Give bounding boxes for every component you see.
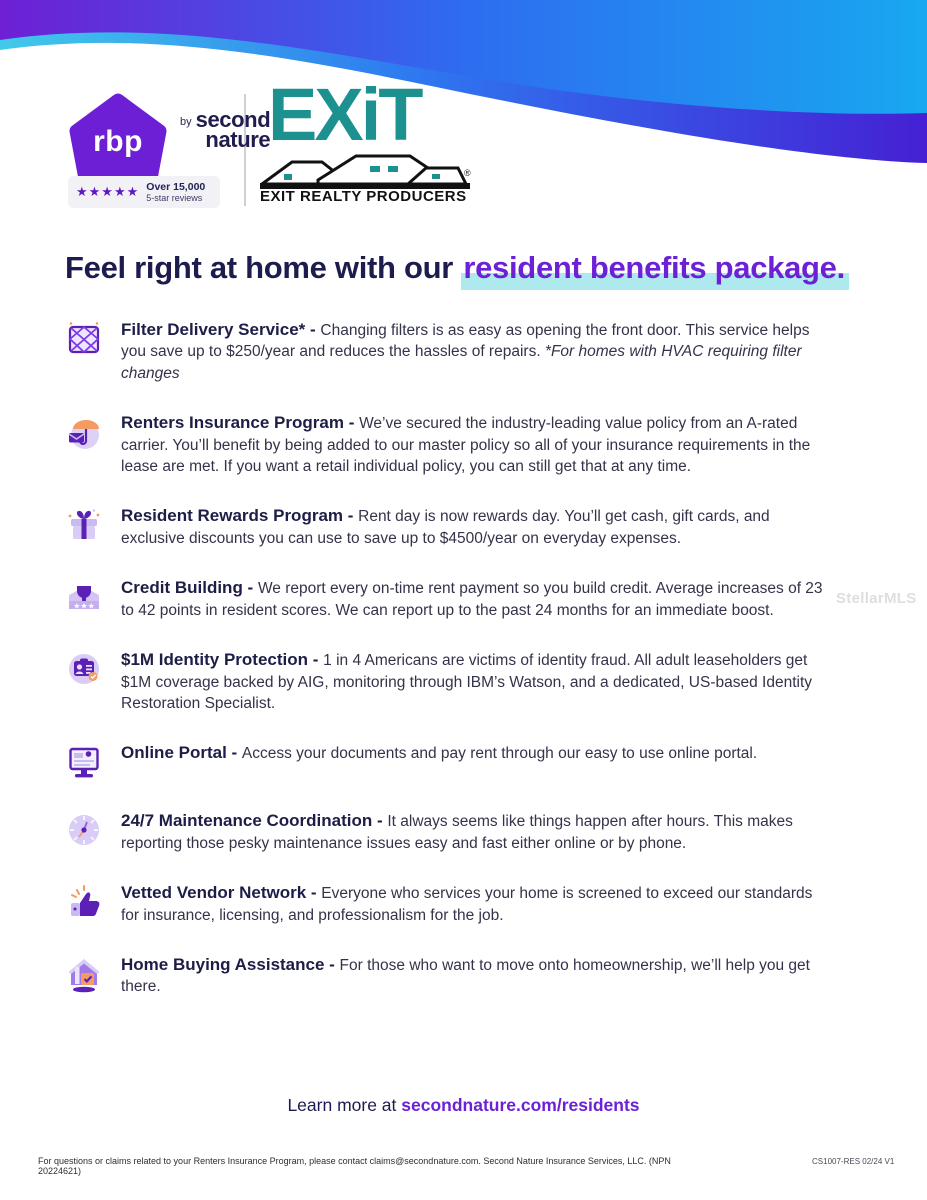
benefit-text (121, 953, 824, 998)
page-title (65, 250, 875, 286)
benefit-title: Online Portal - (121, 743, 242, 763)
cta-line (0, 1095, 927, 1116)
benefit-note: *For homes with HVAC requiring filter changes (121, 343, 802, 382)
benefit-title: Vetted Vendor Network - (121, 883, 322, 903)
exit-logo-text: EXiT (268, 73, 421, 156)
benefit-title: Credit Building - (121, 578, 258, 598)
umbrella-icon (64, 412, 104, 452)
benefit-item (64, 741, 824, 782)
exit-houses-graphic (260, 150, 470, 192)
benefit-title: Resident Rewards Program - (121, 506, 359, 526)
benefit-item (64, 881, 824, 926)
benefit-text (121, 576, 824, 621)
headline-prefix: Feel right at home with our (65, 250, 462, 285)
headline-highlight: resident benefits package. (461, 250, 849, 290)
cta-prefix: Learn more at (287, 1095, 402, 1115)
house-check-icon (64, 954, 104, 994)
svg-text:★★★: ★★★ (73, 601, 95, 611)
exit-realty-logo (260, 73, 475, 212)
benefit-item (64, 953, 824, 998)
benefit-title: Renters Insurance Program - (121, 413, 360, 433)
benefit-description: We’ve secured the industry-leading value policy from an A-rated carrier. You’ll benefit by being added to our master policy so all of your insurance requirements in the lease are met. If you want a retail individual policy, you can still get that at any time. (121, 415, 811, 476)
watermark: StellarMLS (836, 590, 917, 607)
benefit-description: It always seems like things happen after hours. This makes reporting those pesky maintenance issues easy and fast either online or by phone. (121, 813, 793, 852)
benefit-text (121, 741, 757, 764)
brand-line1: second (195, 107, 271, 132)
reviews-caption: 5-star reviews (146, 193, 203, 204)
reviews-badge (68, 176, 220, 208)
benefit-description: Everyone who services your home is screened to exceed our standards for insurance, licensing, and professionalism for the job. (121, 885, 813, 924)
benefit-item (64, 504, 824, 549)
benefit-description: For those who want to move onto homeownership, we’ll help you get there. (121, 956, 810, 996)
benefit-title: Home Buying Assistance - (121, 954, 340, 974)
benefit-title: 24/7 Maintenance Coordination - (121, 811, 388, 831)
brand-line2: nature (205, 127, 271, 153)
benefit-text (121, 648, 824, 714)
benefit-description: 1 in 4 Americans are victims of identity fraud. All adult leaseholders get $1M coverage backed by AIG, monitoring through IBM’s Watson, and a dedicated, US-based Identity Restoration Specialist. (121, 652, 812, 712)
benefit-text (121, 318, 824, 384)
footer-disclaimer: For questions or claims related to your Renters Insurance Program, please contact claims@secondnature.com. Second Nature Insurance Services, LLC. (NPN 20224621) (38, 1156, 671, 1176)
benefit-item (64, 648, 824, 714)
trophy-icon (64, 577, 104, 617)
residents-link[interactable]: secondnature.com/residents (401, 1095, 640, 1115)
monitor-icon (64, 742, 104, 782)
benefits-list (64, 318, 824, 998)
benefit-text (121, 504, 824, 549)
brand-byline (180, 107, 271, 153)
benefit-description: Access your documents and pay rent through our easy to use online portal. (241, 745, 758, 763)
exit-banner-text: EXIT REALTY PRODUCERS (260, 188, 467, 205)
benefit-description: We report every on-time rent payment so you build credit. Average increases of 23 to 42 points in resident scores. We can report up to the past 24 months for an immediate boost. (121, 580, 823, 619)
rbp-logo-text: rbp (93, 125, 143, 158)
logo-row (68, 73, 475, 212)
thumbs-up-icon (64, 882, 104, 922)
clock-icon (64, 810, 104, 850)
footer-document-code: CS1007-RES 02/24 V1 (812, 1157, 895, 1166)
benefit-item (64, 318, 824, 384)
gift-icon (64, 505, 104, 545)
benefit-text (121, 881, 824, 926)
benefit-description: Rent day is now rewards day. You’ll get cash, gift cards, and exclusive discounts you can use to save up to $4500/year on everyday expenses. (121, 508, 770, 547)
registered-trademark-icon: ® (464, 168, 471, 178)
id-card-icon (64, 649, 104, 689)
benefit-text (121, 809, 824, 854)
rbp-logo (68, 92, 271, 204)
benefit-description: Changing filters is as easy as opening the front door. This service helps you save up to $250/year and reduces the hassles of repairs. (121, 322, 810, 361)
reviews-count: Over 15,000 (146, 181, 206, 193)
benefit-title: Filter Delivery Service* - (121, 320, 321, 339)
star-rating-icon: ★★★★★ (76, 184, 140, 200)
filter-icon (64, 319, 104, 359)
benefit-item (64, 411, 824, 477)
benefit-item (64, 809, 824, 854)
reviews-text (146, 181, 205, 203)
by-label: by (180, 116, 192, 128)
benefit-text (121, 411, 824, 477)
benefit-title: $1M Identity Protection - (121, 650, 324, 670)
benefit-item (64, 576, 824, 621)
